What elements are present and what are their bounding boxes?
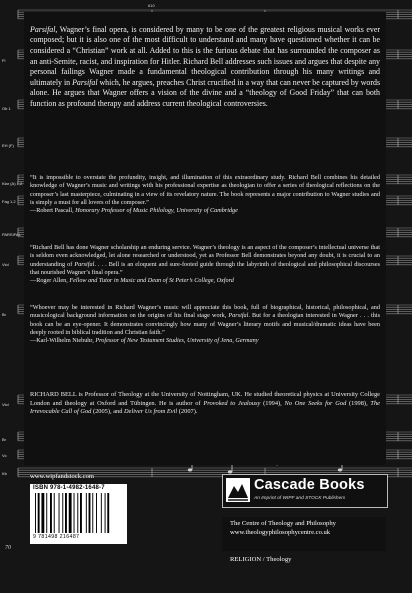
score-page-number-top: 610 bbox=[148, 3, 155, 8]
isbn-number: ISBN 978-1-4982-1648-7 bbox=[33, 485, 105, 491]
quote-affiliation: Honorary Professor of Music Philology, University of Cambridge bbox=[73, 207, 238, 215]
centre-name: The Centre of Theology and Philosophy bbox=[230, 520, 336, 527]
instrument-label-parsifal: PARSIFAL bbox=[2, 232, 21, 237]
publisher-name: Cascade Books bbox=[254, 477, 365, 493]
quote-text-2: . But for a theologian interested in Wagner . . . this book can be an eye-opener. It demonstrates convincingly how many of Wagner’s literary motifs and musical/dramatic ideas have been deeply rooted in biblical tradition and Christian faith.” bbox=[30, 312, 380, 337]
instrument-label-viol-2: Viol bbox=[2, 402, 9, 407]
blurb-text-2: which, he argues, preaches Christ crucified in a way that can never be captured by words alone. He argues that Wagner offers a vision of the divine and a “theology of Good Friday” that can both function as profound therapy and address current theological controversies. bbox=[30, 77, 381, 108]
quote-niebuhr bbox=[30, 304, 380, 345]
instrument-label-fag: Fag 1,2 bbox=[2, 199, 16, 204]
blurb-title-2: Parsifal bbox=[72, 77, 98, 87]
quote-pascall bbox=[30, 174, 380, 215]
quote-allen bbox=[30, 244, 380, 285]
isbn-barcode bbox=[30, 484, 127, 544]
quote-name: —Robert Pascall, bbox=[30, 207, 74, 215]
publisher-website[interactable]: www.wipfandstock.com bbox=[30, 473, 95, 480]
quote-name: —Karl-Wilhelm Niebuhr, bbox=[30, 337, 94, 345]
subject-category: RELIGION / Theology bbox=[230, 556, 292, 563]
instrument-label-eh: EH (F) bbox=[2, 143, 14, 148]
barcode-digits: 9 781498 216487 bbox=[33, 534, 80, 540]
author-book-4: Deliver Us from Evil bbox=[124, 408, 178, 416]
blurb-title: Parsifal, bbox=[30, 24, 58, 34]
instrument-label-klar: Klar (A) 1,2 bbox=[2, 181, 23, 186]
author-bio-text: is Professor of Theology at the University of Nottingham, UK. He studied theoretical physics at University College London and theology at Oxford and Tübingen. He is author of bbox=[30, 391, 380, 407]
publisher-logo bbox=[222, 474, 388, 508]
blurb-paragraph bbox=[30, 25, 380, 109]
quote-affiliation: Professor of New Testament Studies, University of Jena, Germany bbox=[93, 337, 259, 345]
author-bio-text-2: (1994), bbox=[260, 399, 285, 407]
author-bio-text-5: (2007). bbox=[177, 408, 198, 416]
quote-text-2: . . . . Bell is an eloquent and sure-footed guide through the labyrinth of theological and philosophical discourses that nourished Wagner’s final opera.” bbox=[30, 260, 380, 277]
quote-text: “Richard Bell has done Wagner scholarship an enduring service. Wagner’s theology is an aspect of the composer’s intellectual universe that is seldom even acknowledged, let alone researched or understood, yet as Professor Bell demonstrates beyond any doubt, it is crucial to an understanding of bbox=[30, 244, 380, 268]
author-book-2: No One Seeks for God bbox=[284, 399, 347, 407]
quote-name: —Roger Allen, bbox=[30, 277, 68, 285]
instrument-label-vc: Vc bbox=[2, 453, 7, 458]
centre-box bbox=[222, 517, 386, 551]
quote-affiliation: Fellow and Tutor in Music and Dean of St Peter’s College, Oxford bbox=[67, 277, 234, 285]
author-name: RICHARD BELL bbox=[30, 391, 77, 399]
quote-title: Parsifal bbox=[74, 260, 95, 268]
quote-text: “It is impossible to overstate the profundity, insight, and illumination of this extraordinary study. Richard Bell combines his detailed knowledge of Wagner’s music and writings with his professional expertise as theologian to offer a series of theological reflections on the composer’s last masterpiece, culminating in a view of its revelatory nature. The book represents a major contribution to Wagner studies and is simply a must for all lovers of the composer.” bbox=[30, 174, 380, 207]
author-book-1: Provoked to Jealousy bbox=[203, 399, 261, 407]
instrument-label-br-2: Br bbox=[2, 437, 6, 442]
author-book-3: The Irrevocable Call of God bbox=[30, 399, 381, 416]
barcode-icon bbox=[33, 493, 123, 533]
instrument-label-fl: Fl bbox=[2, 58, 6, 63]
blurb-text: Wagner’s final opera, is considered by many to be one of the greatest religious musical works ever composed; but it is also one of the most difficult to understand and many have questioned whether it can be considered a “Christian” work at all. Added to this is the furious debate that has surrounded the composer as an anti-Semite, racist, and inspiration for Hitler. Richard Bell addresses such issues and argues that despite any personal failings Wagner made a fundamental theological contribution through his many writings and ultimately in bbox=[30, 24, 380, 87]
author-bio-text-4: (2005), and bbox=[91, 408, 125, 416]
centre-url[interactable]: www.theologyphilosophycentre.co.uk bbox=[230, 529, 331, 536]
cascade-logo-icon bbox=[226, 478, 250, 502]
instrument-label-kb: Kb bbox=[2, 471, 7, 476]
author-bio bbox=[30, 391, 380, 416]
quote-title: Parsifal bbox=[228, 312, 249, 320]
score-page-number-bottom: 70 bbox=[5, 545, 11, 551]
instrument-label-ob: Ob 1 bbox=[2, 106, 11, 111]
author-bio-text-3: (1998), bbox=[346, 399, 371, 407]
publisher-imprint: An Imprint of WIPF and STOCK Publishers bbox=[254, 496, 346, 501]
quote-text: “Whoever may be interested in Richard Wagner’s music will appreciate this book, full of biographical, historical, philosophical, and musicological background information on the origins of his final stage work, bbox=[30, 304, 380, 320]
instrument-label-viol: Viol bbox=[2, 262, 9, 267]
instrument-label-br: Br bbox=[2, 312, 6, 317]
